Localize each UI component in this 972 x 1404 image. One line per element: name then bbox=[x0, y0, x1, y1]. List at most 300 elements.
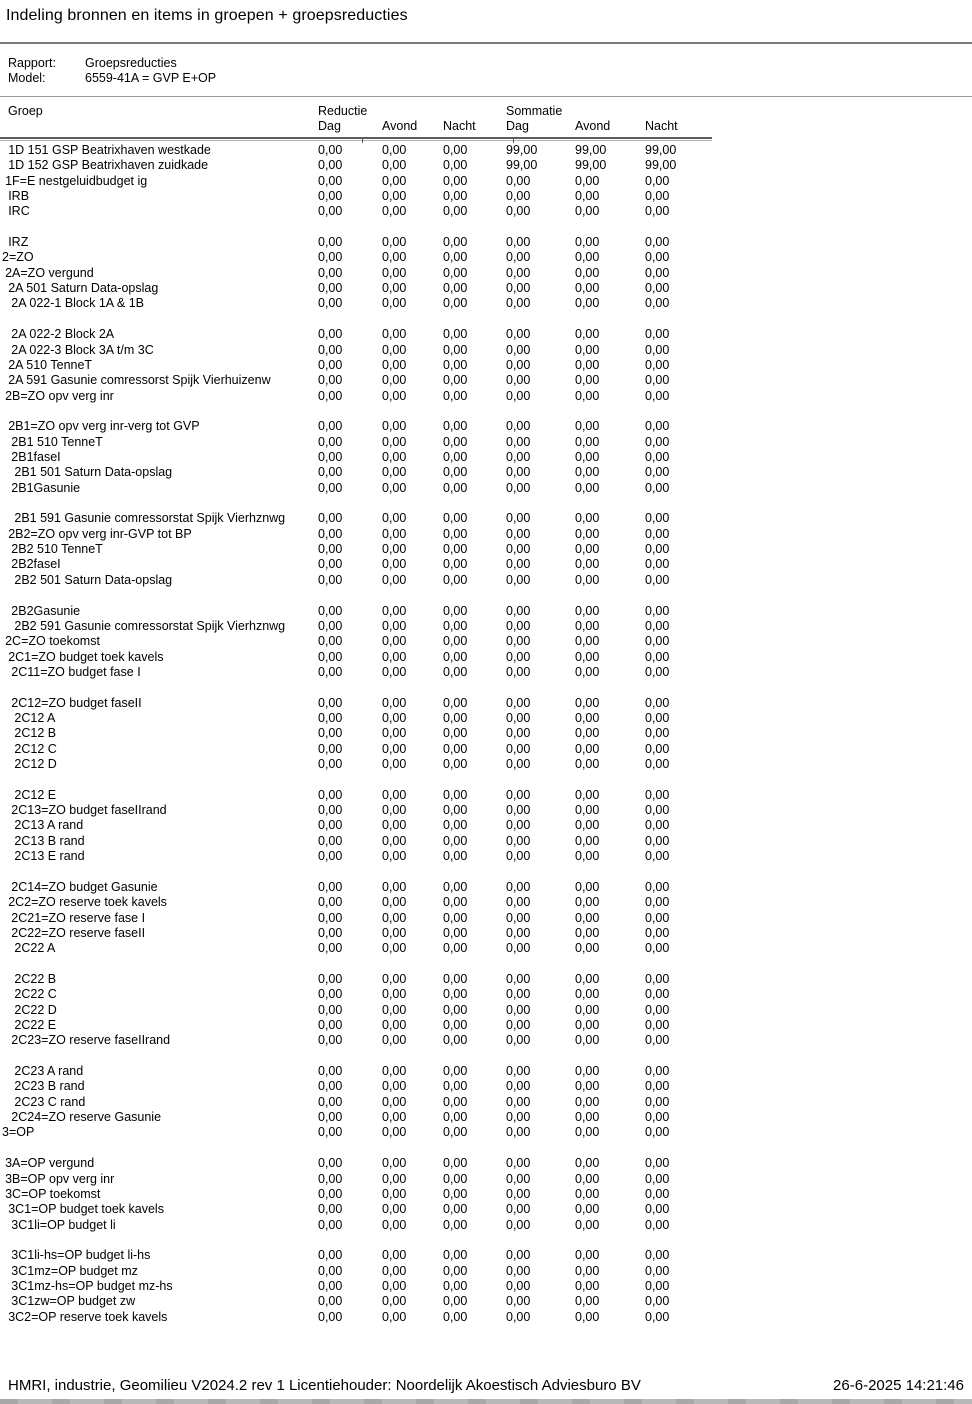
value-cell: 0,00 bbox=[645, 971, 670, 986]
value-cell: 0,00 bbox=[382, 1248, 407, 1263]
value-cell: 0,00 bbox=[506, 296, 531, 311]
value-cell: 0,00 bbox=[318, 143, 343, 157]
value-cell: 0,00 bbox=[382, 419, 407, 434]
value-cell: 0,00 bbox=[506, 741, 531, 756]
value-cell: 0,00 bbox=[318, 342, 343, 357]
value-cell: 0,00 bbox=[443, 1033, 468, 1048]
value-cell: 0,00 bbox=[443, 803, 468, 818]
value-cell: 0,00 bbox=[318, 173, 343, 188]
value-cell: 0,00 bbox=[318, 327, 343, 342]
value-cell: 0,00 bbox=[575, 281, 600, 296]
value-cell: 0,00 bbox=[645, 711, 670, 725]
value-cell: 99,00 bbox=[575, 158, 607, 173]
column-header-sommatie-avond: Avond bbox=[575, 119, 611, 134]
value-cell: 0,00 bbox=[443, 664, 468, 679]
table-section bbox=[0, 419, 972, 496]
value-cell: 0,00 bbox=[575, 173, 600, 188]
group-name: 2C23=ZO reserve faseIIrand bbox=[11, 1033, 171, 1048]
value-cell: 0,00 bbox=[575, 925, 600, 940]
group-name: IRC bbox=[8, 204, 30, 219]
value-cell: 0,00 bbox=[575, 542, 600, 557]
value-cell: 0,00 bbox=[575, 1279, 600, 1293]
value-cell: 0,00 bbox=[382, 173, 407, 188]
value-cell: 0,00 bbox=[443, 1279, 468, 1293]
table-row bbox=[0, 1018, 972, 1033]
value-cell: 0,00 bbox=[575, 1186, 600, 1201]
value-cell: 0,00 bbox=[318, 1018, 343, 1033]
title-divider bbox=[0, 42, 972, 44]
value-cell: 0,00 bbox=[506, 634, 531, 649]
value-cell: 0,00 bbox=[318, 388, 343, 403]
group-name: 2C22 E bbox=[14, 1018, 57, 1033]
value-cell: 0,00 bbox=[382, 204, 407, 219]
value-cell: 0,00 bbox=[645, 603, 670, 618]
value-cell: 0,00 bbox=[443, 557, 468, 572]
value-cell: 0,00 bbox=[318, 1094, 343, 1109]
value-cell: 0,00 bbox=[318, 895, 343, 910]
value-cell: 0,00 bbox=[318, 649, 343, 664]
value-cell: 0,00 bbox=[645, 1279, 670, 1293]
column-group-reductie: Reductie bbox=[318, 104, 368, 118]
value-cell: 0,00 bbox=[382, 987, 407, 1002]
report-title: Indeling bronnen en items in groepen + groepsreducties bbox=[6, 7, 408, 24]
value-cell: 0,00 bbox=[645, 895, 670, 910]
value-cell: 0,00 bbox=[575, 634, 600, 649]
value-cell: 0,00 bbox=[443, 189, 468, 204]
value-cell: 0,00 bbox=[506, 618, 531, 633]
value-cell: 0,00 bbox=[575, 480, 600, 495]
value-cell: 0,00 bbox=[318, 373, 343, 388]
group-name: 2C22=ZO reserve faseII bbox=[11, 925, 146, 940]
value-cell: 0,00 bbox=[382, 373, 407, 388]
value-cell: 0,00 bbox=[318, 1248, 343, 1263]
table-row bbox=[0, 1294, 972, 1309]
value-cell: 0,00 bbox=[318, 1186, 343, 1201]
value-cell: 0,00 bbox=[382, 1309, 407, 1324]
group-name: 2B1 591 Gasunie comressorstat Spijk Vierhznwg bbox=[14, 511, 286, 526]
value-cell: 0,00 bbox=[443, 711, 468, 725]
value-cell: 0,00 bbox=[575, 879, 600, 894]
value-cell: 0,00 bbox=[382, 1033, 407, 1048]
value-cell: 0,00 bbox=[318, 296, 343, 311]
value-cell: 0,00 bbox=[575, 357, 600, 372]
value-cell: 0,00 bbox=[506, 895, 531, 910]
value-cell: 0,00 bbox=[506, 373, 531, 388]
value-cell: 0,00 bbox=[645, 634, 670, 649]
value-cell: 0,00 bbox=[318, 971, 343, 986]
value-cell: 0,00 bbox=[318, 189, 343, 204]
value-cell: 0,00 bbox=[506, 434, 531, 449]
value-cell: 0,00 bbox=[443, 542, 468, 557]
group-name: 2B1 501 Saturn Data-opslag bbox=[14, 465, 173, 480]
table-section bbox=[0, 327, 972, 404]
table-row bbox=[0, 757, 972, 772]
group-name: 2C13 B rand bbox=[14, 833, 85, 848]
value-cell: 0,00 bbox=[382, 281, 407, 296]
value-cell: 0,00 bbox=[575, 787, 600, 802]
value-cell: 0,00 bbox=[575, 189, 600, 204]
table-row bbox=[0, 987, 972, 1002]
value-cell: 0,00 bbox=[575, 833, 600, 848]
table-row bbox=[0, 1187, 972, 1202]
value-cell: 0,00 bbox=[506, 941, 531, 956]
table-row bbox=[0, 1310, 972, 1325]
value-cell: 0,00 bbox=[443, 971, 468, 986]
table-row bbox=[0, 174, 972, 189]
value-cell: 0,00 bbox=[506, 465, 531, 480]
value-cell: 0,00 bbox=[645, 1094, 670, 1109]
value-cell: 0,00 bbox=[575, 342, 600, 357]
table-header-groups bbox=[0, 104, 972, 119]
value-cell: 0,00 bbox=[382, 189, 407, 204]
value-cell: 0,00 bbox=[318, 879, 343, 894]
group-name: 2C13 E rand bbox=[14, 849, 85, 864]
value-cell: 0,00 bbox=[318, 1171, 343, 1186]
value-cell: 0,00 bbox=[318, 1217, 343, 1232]
value-cell: 0,00 bbox=[318, 1079, 343, 1094]
value-cell: 0,00 bbox=[575, 1171, 600, 1186]
value-cell: 0,00 bbox=[575, 603, 600, 618]
value-cell: 0,00 bbox=[443, 941, 468, 956]
table-row bbox=[0, 1202, 972, 1217]
group-name: 2C12 D bbox=[14, 757, 57, 772]
value-cell: 0,00 bbox=[443, 1079, 468, 1094]
column-header-groep: Groep bbox=[8, 104, 43, 118]
value-cell: 0,00 bbox=[645, 818, 670, 833]
value-cell: 0,00 bbox=[575, 1156, 600, 1171]
value-cell: 0,00 bbox=[506, 1279, 531, 1293]
value-cell: 0,00 bbox=[645, 542, 670, 557]
value-cell: 0,00 bbox=[382, 1125, 407, 1140]
value-cell: 0,00 bbox=[382, 741, 407, 756]
value-cell: 0,00 bbox=[382, 649, 407, 664]
value-cell: 0,00 bbox=[382, 757, 407, 772]
column-header-sommatie-dag: Dag bbox=[506, 119, 529, 134]
value-cell: 0,00 bbox=[575, 1094, 600, 1109]
value-cell: 0,00 bbox=[443, 143, 468, 157]
value-cell: 0,00 bbox=[443, 511, 468, 526]
value-cell: 0,00 bbox=[443, 1156, 468, 1171]
value-cell: 0,00 bbox=[506, 1171, 531, 1186]
value-cell: 0,00 bbox=[443, 480, 468, 495]
value-cell: 0,00 bbox=[443, 450, 468, 465]
value-cell: 0,00 bbox=[645, 173, 670, 188]
group-name: 2C13=ZO budget faseIIrand bbox=[11, 803, 167, 818]
value-cell: 0,00 bbox=[575, 741, 600, 756]
value-cell: 0,00 bbox=[506, 1033, 531, 1048]
value-cell: 0,00 bbox=[443, 342, 468, 357]
value-cell: 0,00 bbox=[382, 143, 407, 157]
group-name: 1D 152 GSP Beatrixhaven zuidkade bbox=[8, 158, 209, 173]
value-cell: 0,00 bbox=[645, 557, 670, 572]
value-cell: 0,00 bbox=[575, 511, 600, 526]
table-row bbox=[0, 880, 972, 895]
value-cell: 0,00 bbox=[575, 1064, 600, 1079]
value-cell: 0,00 bbox=[382, 971, 407, 986]
value-cell: 0,00 bbox=[443, 1309, 468, 1324]
value-cell: 0,00 bbox=[318, 450, 343, 465]
value-cell: 0,00 bbox=[575, 327, 600, 342]
group-name: IRZ bbox=[8, 235, 29, 250]
value-cell: 0,00 bbox=[318, 250, 343, 265]
value-cell: 0,00 bbox=[575, 204, 600, 219]
value-cell: 0,00 bbox=[645, 1002, 670, 1017]
table-row bbox=[0, 542, 972, 557]
value-cell: 0,00 bbox=[318, 1309, 343, 1324]
value-cell: 0,00 bbox=[382, 1279, 407, 1293]
value-cell: 0,00 bbox=[318, 787, 343, 802]
value-cell: 0,00 bbox=[575, 557, 600, 572]
value-cell: 0,00 bbox=[506, 235, 531, 250]
value-cell: 0,00 bbox=[382, 618, 407, 633]
value-cell: 0,00 bbox=[382, 526, 407, 541]
value-cell: 0,00 bbox=[443, 849, 468, 864]
table-row bbox=[0, 573, 972, 588]
model-value: 6559-41A = GVP E+OP bbox=[85, 70, 217, 85]
value-cell: 0,00 bbox=[645, 618, 670, 633]
value-cell: 0,00 bbox=[506, 204, 531, 219]
value-cell: 0,00 bbox=[443, 603, 468, 618]
value-cell: 0,00 bbox=[382, 465, 407, 480]
value-cell: 0,00 bbox=[382, 434, 407, 449]
value-cell: 0,00 bbox=[443, 818, 468, 833]
value-cell: 0,00 bbox=[575, 296, 600, 311]
value-cell: 0,00 bbox=[318, 235, 343, 250]
value-cell: 0,00 bbox=[382, 1263, 407, 1278]
report-meta bbox=[8, 56, 216, 85]
table-row bbox=[0, 803, 972, 818]
table-row bbox=[0, 358, 972, 373]
value-cell: 0,00 bbox=[318, 465, 343, 480]
value-cell: 0,00 bbox=[575, 419, 600, 434]
value-cell: 0,00 bbox=[382, 511, 407, 526]
group-name: 2A 022-2 Block 2A bbox=[11, 327, 115, 342]
value-cell: 0,00 bbox=[318, 695, 343, 710]
value-cell: 0,00 bbox=[443, 757, 468, 772]
value-cell: 0,00 bbox=[443, 1002, 468, 1017]
value-cell: 99,00 bbox=[645, 143, 677, 157]
value-cell: 0,00 bbox=[382, 925, 407, 940]
value-cell: 0,00 bbox=[443, 695, 468, 710]
value-cell: 0,00 bbox=[645, 296, 670, 311]
table-row bbox=[0, 204, 972, 219]
table-row bbox=[0, 327, 972, 342]
group-name: 3C1=OP budget toek kavels bbox=[8, 1202, 164, 1217]
value-cell: 0,00 bbox=[506, 357, 531, 372]
value-cell: 0,00 bbox=[645, 1079, 670, 1094]
value-cell: 0,00 bbox=[506, 1186, 531, 1201]
group-name: 2C22 D bbox=[14, 1002, 57, 1017]
value-cell: 0,00 bbox=[443, 741, 468, 756]
group-name: 1F=E nestgeluidbudget ig bbox=[5, 173, 148, 188]
value-cell: 0,00 bbox=[318, 741, 343, 756]
table-row bbox=[0, 158, 972, 173]
value-cell: 0,00 bbox=[443, 1217, 468, 1232]
value-cell: 0,00 bbox=[382, 711, 407, 725]
table-row bbox=[0, 818, 972, 833]
value-cell: 0,00 bbox=[506, 572, 531, 587]
table-row bbox=[0, 465, 972, 480]
table-section bbox=[0, 972, 972, 1049]
table-row bbox=[0, 1218, 972, 1233]
value-cell: 0,00 bbox=[382, 158, 407, 173]
value-cell: 0,00 bbox=[575, 726, 600, 741]
group-name: 2B=ZO opv verg inr bbox=[5, 388, 114, 403]
value-cell: 0,00 bbox=[645, 373, 670, 388]
value-cell: 0,00 bbox=[318, 726, 343, 741]
value-cell: 0,00 bbox=[443, 1018, 468, 1033]
value-cell: 0,00 bbox=[506, 342, 531, 357]
value-cell: 0,00 bbox=[443, 250, 468, 265]
table-section bbox=[0, 880, 972, 957]
value-cell: 0,00 bbox=[575, 250, 600, 265]
value-cell: 0,00 bbox=[506, 1002, 531, 1017]
table-row bbox=[0, 143, 972, 158]
value-cell: 0,00 bbox=[506, 1202, 531, 1217]
value-cell: 0,00 bbox=[382, 1110, 407, 1125]
value-cell: 0,00 bbox=[443, 572, 468, 587]
value-cell: 0,00 bbox=[645, 1263, 670, 1278]
value-cell: 0,00 bbox=[506, 1125, 531, 1140]
table-section bbox=[0, 788, 972, 865]
table-row bbox=[0, 189, 972, 204]
value-cell: 0,00 bbox=[506, 803, 531, 818]
value-cell: 0,00 bbox=[382, 357, 407, 372]
value-cell: 0,00 bbox=[382, 1079, 407, 1094]
table-row bbox=[0, 650, 972, 665]
table-row bbox=[0, 665, 972, 680]
value-cell: 0,00 bbox=[645, 1217, 670, 1232]
value-cell: 0,00 bbox=[382, 664, 407, 679]
value-cell: 0,00 bbox=[318, 849, 343, 864]
group-name: 2B1faseI bbox=[11, 450, 61, 465]
value-cell: 0,00 bbox=[645, 434, 670, 449]
value-cell: 0,00 bbox=[318, 987, 343, 1002]
value-cell: 0,00 bbox=[318, 434, 343, 449]
value-cell: 0,00 bbox=[645, 1125, 670, 1140]
value-cell: 0,00 bbox=[318, 1202, 343, 1217]
value-cell: 0,00 bbox=[382, 634, 407, 649]
value-cell: 0,00 bbox=[506, 1263, 531, 1278]
group-name: 2C24=ZO reserve Gasunie bbox=[11, 1110, 162, 1125]
table-row bbox=[0, 1095, 972, 1110]
value-cell: 0,00 bbox=[645, 910, 670, 925]
value-cell: 0,00 bbox=[382, 572, 407, 587]
value-cell: 0,00 bbox=[645, 189, 670, 204]
group-name: 2C22 B bbox=[14, 971, 57, 986]
value-cell: 0,00 bbox=[575, 1217, 600, 1232]
value-cell: 0,00 bbox=[443, 1263, 468, 1278]
value-cell: 0,00 bbox=[443, 618, 468, 633]
value-cell: 0,00 bbox=[443, 1294, 468, 1309]
group-name: 2C1=ZO budget toek kavels bbox=[8, 649, 164, 664]
value-cell: 0,00 bbox=[382, 265, 407, 280]
value-cell: 0,00 bbox=[443, 296, 468, 311]
value-cell: 0,00 bbox=[443, 158, 468, 173]
value-cell: 0,00 bbox=[443, 895, 468, 910]
value-cell: 0,00 bbox=[506, 327, 531, 342]
table-row bbox=[0, 1110, 972, 1125]
value-cell: 0,00 bbox=[506, 787, 531, 802]
value-cell: 0,00 bbox=[443, 204, 468, 219]
table-row bbox=[0, 281, 972, 296]
group-name: 2B1 510 TenneT bbox=[11, 434, 103, 449]
value-cell: 0,00 bbox=[645, 327, 670, 342]
table-header-periods bbox=[0, 119, 972, 134]
group-name: 2C14=ZO budget Gasunie bbox=[11, 879, 158, 894]
value-cell: 0,00 bbox=[318, 526, 343, 541]
value-cell: 0,00 bbox=[506, 818, 531, 833]
value-cell: 0,00 bbox=[382, 941, 407, 956]
group-name: 2B1=ZO opv verg inr-verg tot GVP bbox=[8, 419, 200, 434]
value-cell: 0,00 bbox=[382, 833, 407, 848]
group-name: 3C2=OP reserve toek kavels bbox=[8, 1309, 168, 1324]
footer-datetime: 26-6-2025 14:21:46 bbox=[833, 1377, 964, 1394]
page-footer bbox=[8, 1377, 964, 1394]
value-cell: 0,00 bbox=[506, 250, 531, 265]
value-cell: 0,00 bbox=[443, 357, 468, 372]
table-header bbox=[0, 104, 972, 134]
table-row bbox=[0, 389, 972, 404]
value-cell: 0,00 bbox=[382, 1094, 407, 1109]
value-cell: 0,00 bbox=[645, 1202, 670, 1217]
value-cell: 0,00 bbox=[506, 695, 531, 710]
table-row bbox=[0, 343, 972, 358]
value-cell: 0,00 bbox=[443, 373, 468, 388]
value-cell: 0,00 bbox=[318, 634, 343, 649]
table-row bbox=[0, 250, 972, 265]
value-cell: 0,00 bbox=[443, 910, 468, 925]
value-cell: 0,00 bbox=[443, 634, 468, 649]
table-row bbox=[0, 1125, 972, 1140]
value-cell: 0,00 bbox=[443, 327, 468, 342]
value-cell: 0,00 bbox=[506, 664, 531, 679]
table-row bbox=[0, 911, 972, 926]
value-cell: 0,00 bbox=[506, 987, 531, 1002]
value-cell: 0,00 bbox=[443, 265, 468, 280]
group-name: 2A 510 TenneT bbox=[8, 357, 93, 372]
value-cell: 0,00 bbox=[382, 450, 407, 465]
value-cell: 0,00 bbox=[506, 649, 531, 664]
value-cell: 0,00 bbox=[645, 1186, 670, 1201]
value-cell: 0,00 bbox=[645, 357, 670, 372]
value-cell: 0,00 bbox=[645, 1294, 670, 1309]
value-cell: 0,00 bbox=[318, 803, 343, 818]
value-cell: 0,00 bbox=[645, 1171, 670, 1186]
value-cell: 0,00 bbox=[506, 511, 531, 526]
value-cell: 0,00 bbox=[506, 557, 531, 572]
value-cell: 0,00 bbox=[443, 649, 468, 664]
value-cell: 0,00 bbox=[575, 757, 600, 772]
value-cell: 0,00 bbox=[443, 879, 468, 894]
table-row bbox=[0, 1064, 972, 1079]
value-cell: 0,00 bbox=[382, 603, 407, 618]
value-cell: 0,00 bbox=[575, 1079, 600, 1094]
table-row bbox=[0, 696, 972, 711]
group-name: 2C22 C bbox=[14, 987, 57, 1002]
table-section bbox=[0, 511, 972, 588]
value-cell: 0,00 bbox=[382, 542, 407, 557]
value-cell: 0,00 bbox=[443, 726, 468, 741]
value-cell: 0,00 bbox=[318, 480, 343, 495]
value-cell: 0,00 bbox=[443, 1064, 468, 1079]
table-row bbox=[0, 619, 972, 634]
value-cell: 0,00 bbox=[645, 1033, 670, 1048]
value-cell: 0,00 bbox=[443, 173, 468, 188]
value-cell: 0,00 bbox=[575, 910, 600, 925]
value-cell: 0,00 bbox=[645, 833, 670, 848]
table-row bbox=[0, 834, 972, 849]
